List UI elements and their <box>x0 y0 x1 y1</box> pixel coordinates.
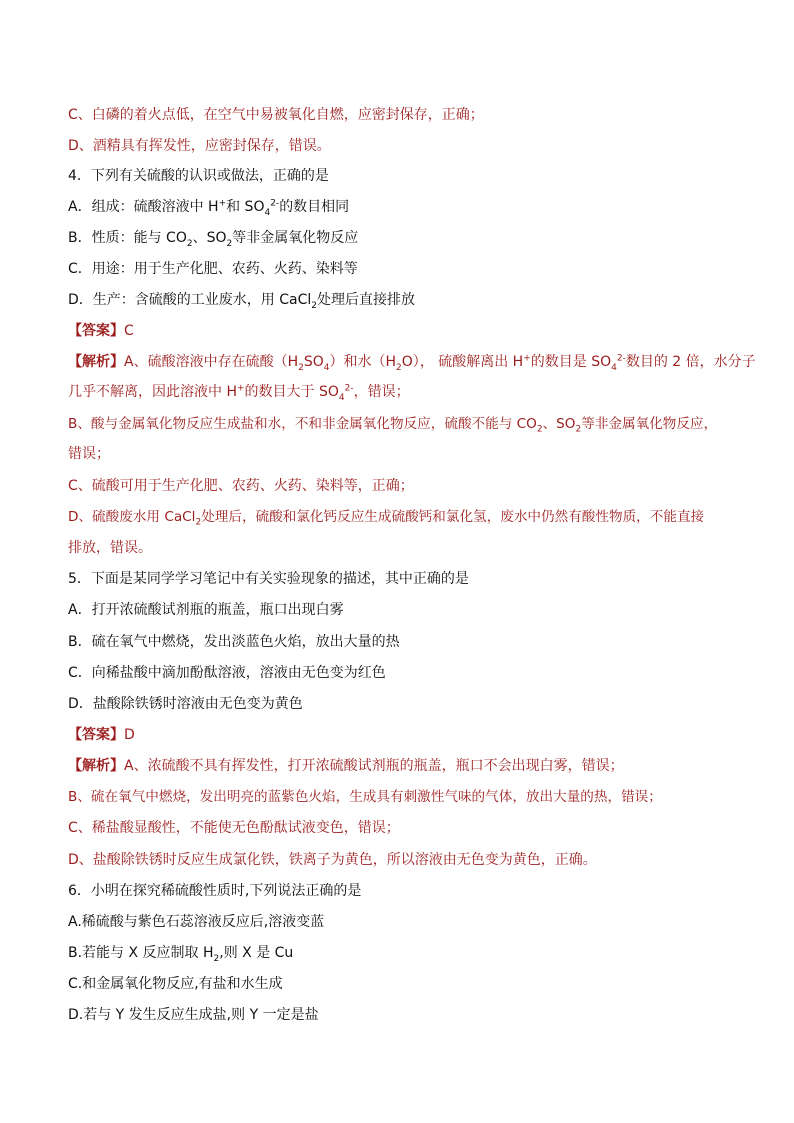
analysis-line <box>68 105 484 125</box>
analysis-line <box>68 507 704 527</box>
analysis-tag: 【解析】 <box>68 354 124 370</box>
answer-line <box>68 725 135 745</box>
answer-line <box>68 321 134 341</box>
subscript: 2 <box>186 238 193 249</box>
superscript: 2- <box>344 383 354 394</box>
question-4-stem <box>68 166 329 186</box>
text: ，错误； <box>353 384 410 400</box>
question-4-option-c <box>68 259 358 279</box>
question-5-stem <box>68 569 469 589</box>
subscript: 4 <box>264 207 271 218</box>
question-4-option-b <box>68 228 358 248</box>
subscript: 2 <box>195 517 202 528</box>
question-6-option-b <box>68 943 293 963</box>
answer-tag: 【答案】 <box>68 727 124 743</box>
text: D．盐酸除铁锈时溶液由无色变为黄色 <box>68 696 303 712</box>
question-5-option-d <box>68 694 303 714</box>
text: ）和水（H <box>329 354 397 370</box>
analysis-line <box>68 818 400 838</box>
answer-value: C <box>124 323 134 339</box>
text: 等非金属氧化物反应， <box>581 416 718 432</box>
analysis-line <box>68 538 152 558</box>
text: C．向稀盐酸中滴加酚酞溶液，溶液由无色变为红色 <box>68 665 386 681</box>
analysis-line <box>68 476 414 496</box>
superscript: + <box>218 198 227 209</box>
text: 等非金属氧化物反应 <box>232 230 359 246</box>
text: A．组成：硫酸溶液中 H <box>68 199 219 215</box>
answer-tag: 【答案】 <box>68 323 124 339</box>
superscript: + <box>523 353 531 364</box>
text: 5．下面是某同学学习笔记中有关实验现象的描述，其中正确的是 <box>68 571 469 587</box>
subscript: 2 <box>311 300 317 311</box>
answer-value: D <box>124 727 135 743</box>
subscript: 4 <box>323 362 330 373</box>
text: 、SO <box>192 230 227 246</box>
text: 和 SO <box>226 199 265 215</box>
text: 的数目是 SO <box>530 354 612 370</box>
text: D、盐酸除铁锈时反应生成氯化铁，铁离子为黄色，所以溶液由无色变为黄色，正确。 <box>68 852 597 868</box>
text: 的数目大于 SO <box>244 384 339 400</box>
subscript: 2 <box>575 424 582 435</box>
question-6-option-d <box>68 1005 319 1025</box>
text: 、SO <box>542 416 576 432</box>
text: 4．下列有关硫酸的认识或做法，正确的是 <box>68 168 329 184</box>
question-4-option-d <box>68 290 415 310</box>
text: 几乎不解离，因此溶液中 H <box>68 384 237 400</box>
text: 错误； <box>68 446 110 462</box>
question-5-option-a <box>68 600 344 620</box>
analysis-line <box>68 444 110 464</box>
text: A、硫酸溶液中存在硫酸（H <box>124 354 299 370</box>
text: O）， 硫酸解离出 H <box>401 354 524 370</box>
question-6-option-c <box>68 974 283 994</box>
text: ,则 X 是 Cu <box>219 945 294 961</box>
analysis-line <box>68 136 331 156</box>
analysis-line <box>68 850 597 870</box>
superscript: 2- <box>270 198 280 209</box>
question-4-option-a <box>68 197 349 217</box>
subscript: 2 <box>396 362 402 373</box>
text: D．生产：含硫酸的工业废水，用 CaCl <box>68 292 312 308</box>
text: A．打开浓硫酸试剂瓶的瓶盖，瓶口出现白雾 <box>68 602 344 618</box>
text: D、硫酸废水用 CaCl <box>68 509 196 525</box>
text: B．硫在氧气中燃烧，发出淡蓝色火焰，放出大量的热 <box>68 634 400 650</box>
text: C、白磷的着火点低，在空气中易被氧化自燃，应密封保存，正确； <box>68 107 484 123</box>
subscript: 2 <box>226 238 233 249</box>
text: D、酒精具有挥发性，应密封保存，错误。 <box>68 138 331 154</box>
analysis-tag: 【解析】 <box>68 758 124 774</box>
subscript: 2 <box>213 953 220 964</box>
text: A、浓硫酸不具有挥发性，打开浓硫酸试剂瓶的瓶盖，瓶口不会出现白雾，错误； <box>124 758 624 774</box>
text: C、硫酸可用于生产化肥、农药、火药、染料等，正确； <box>68 478 414 494</box>
analysis-line <box>68 352 756 372</box>
subscript: 4 <box>611 362 617 373</box>
text: B.若能与 X 反应制取 H <box>68 945 214 961</box>
subscript: 2 <box>536 424 543 435</box>
text: B、酸与金属氧化物反应生成盐和水，不和非金属氧化物反应，硫酸不能与 CO <box>68 416 537 432</box>
question-5-option-c <box>68 663 386 683</box>
text: C．用途：用于生产化肥、农药、火药、染料等 <box>68 261 358 277</box>
text: B．性质：能与 CO <box>68 230 187 246</box>
subscript: 2 <box>298 362 304 373</box>
text: 处理后直接排放 <box>316 292 415 308</box>
text: C、稀盐酸显酸性，不能使无色酚酞试液变色，错误； <box>68 820 400 836</box>
analysis-line <box>68 382 410 402</box>
text: SO <box>303 354 324 370</box>
text: 处理后，硫酸和氯化钙反应生成硫酸钙和氯化氢，废水中仍然有酸性物质，不能直接 <box>201 509 705 525</box>
text: D.若与 Y 发生反应生成盐,则 Y 一定是盐 <box>68 1007 319 1023</box>
text: B、硫在氧气中燃烧，发出明亮的蓝紫色火焰，生成具有刺激性气味的气体，放出大量的热，错误； <box>68 789 662 805</box>
superscript: 2- <box>616 353 626 364</box>
superscript: + <box>236 383 245 394</box>
text: 排放，错误。 <box>68 540 152 556</box>
analysis-line <box>68 787 662 807</box>
text: 的数目相同 <box>279 199 350 215</box>
text: 6．小明在探究稀硫酸性质时,下列说法正确的是 <box>68 883 362 899</box>
text: 数目的 2 倍，水分子 <box>625 354 756 370</box>
question-5-option-b <box>68 632 400 652</box>
question-6-stem <box>68 881 361 901</box>
text: A.稀硫酸与紫色石蕊溶液反应后,溶液变蓝 <box>68 914 325 930</box>
analysis-line <box>68 414 717 434</box>
subscript: 4 <box>338 392 345 403</box>
text: C.和金属氧化物反应,有盐和水生成 <box>68 976 283 992</box>
analysis-line <box>68 756 624 776</box>
question-6-option-a <box>68 912 324 932</box>
